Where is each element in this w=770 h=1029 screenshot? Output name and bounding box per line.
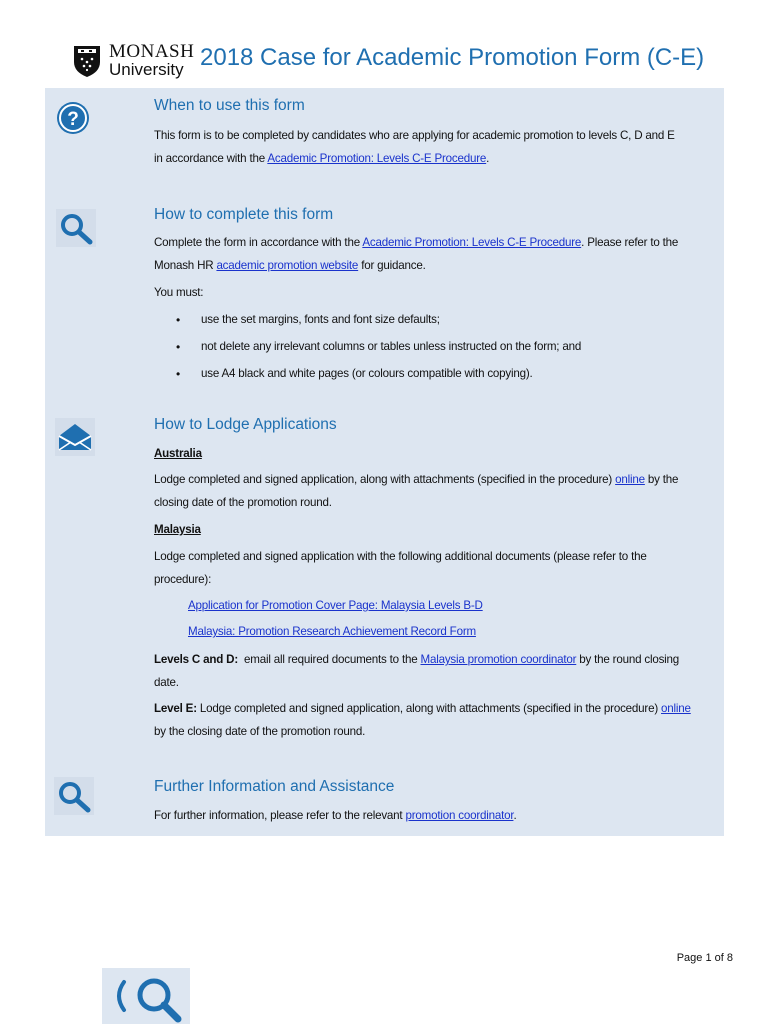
- levels-cd-line-2: date.: [154, 676, 179, 689]
- bullet-item-1: use the set margins, fonts and font size defaults;: [201, 313, 440, 326]
- australia-subheading: Australia: [154, 447, 202, 460]
- australia-line-1-end: by the: [644, 473, 679, 486]
- level-e-line-2: by the closing date of the promotion round.: [154, 725, 366, 738]
- procedure-link-2[interactable]: Academic Promotion: Levels C-E Procedure: [362, 236, 582, 249]
- cover-page-link[interactable]: Application for Promotion Cover Page: Malaysia Levels B-D: [188, 599, 483, 612]
- levels-cd-text: email all required documents to the: [237, 653, 421, 666]
- logo-wordmark-university: University: [109, 60, 184, 79]
- level-e-text: Lodge completed and signed application, along with attachments (specified in the procedure): [196, 702, 662, 715]
- bullet-marker: •: [176, 367, 181, 381]
- levels-cd-line-1: [154, 649, 679, 671]
- bullet-marker: •: [176, 313, 181, 327]
- online-link-2[interactable]: online: [661, 702, 691, 715]
- section-heading-lodge: How to Lodge Applications: [154, 416, 337, 433]
- search-icon: [102, 968, 190, 1024]
- how-line-2: [154, 255, 426, 277]
- monash-logo: [72, 42, 200, 82]
- malaysia-subheading: Malaysia: [154, 523, 201, 536]
- page-title: 2018 Case for Academic Promotion Form (C-E): [200, 44, 705, 71]
- how-line-1: [154, 232, 678, 254]
- envelope-icon: [55, 418, 95, 456]
- levels-cd-label: Levels C and D:: [154, 653, 238, 666]
- when-line-2-end: .: [486, 152, 490, 165]
- bullet-item-2: not delete any irrelevant columns or tables unless instructed on the form; and: [201, 340, 582, 353]
- page-number: Page 1 of 8: [676, 952, 733, 964]
- how-line-1-end: . Please refer to the: [581, 236, 679, 249]
- instructions-panel: [45, 88, 724, 836]
- search-widget[interactable]: [102, 968, 190, 1024]
- further-line-text: For further information, please refer to the relevant: [154, 809, 406, 822]
- procedure-link[interactable]: Academic Promotion: Levels C-E Procedure: [267, 152, 487, 165]
- australia-line-1-text: Lodge completed and signed application, along with attachments (specified in the procedure): [154, 473, 616, 486]
- australia-line-1: [154, 469, 678, 491]
- svg-text:?: ?: [67, 109, 79, 130]
- malaysia-line-2: procedure):: [154, 573, 212, 586]
- question-icon: [52, 99, 92, 137]
- research-record-link-row: [188, 621, 476, 643]
- cover-page-link-row: [188, 595, 483, 617]
- bullet-marker: •: [176, 340, 181, 354]
- further-line-end: .: [513, 809, 517, 822]
- malaysia-line-1: Lodge completed and signed application with the following additional documents (please refer to the: [154, 550, 647, 563]
- crest-icon: [72, 44, 102, 78]
- bullet-item-3: use A4 black and white pages (or colours compatible with copying).: [201, 367, 533, 380]
- section-heading-when: When to use this form: [154, 97, 305, 114]
- logo-wordmark-monash: MONASH: [109, 41, 195, 62]
- levels-cd-end: by the round closing: [576, 653, 680, 666]
- level-e-line-1: [154, 698, 691, 720]
- section-heading-further: Further Information and Assistance: [154, 778, 395, 795]
- level-e-label: Level E:: [154, 702, 197, 715]
- magnifier-icon: [54, 777, 94, 815]
- how-line-1-text: Complete the form in accordance with the: [154, 236, 363, 249]
- how-line-2-text: Monash HR: [154, 259, 217, 272]
- promotion-website-link[interactable]: academic promotion website: [216, 259, 359, 272]
- when-line-2-text: in accordance with the: [154, 152, 268, 165]
- online-link[interactable]: online: [615, 473, 645, 486]
- section-heading-how: How to complete this form: [154, 206, 334, 223]
- australia-line-2: closing date of the promotion round.: [154, 496, 332, 509]
- how-line-2-end: for guidance.: [358, 259, 426, 272]
- research-record-link[interactable]: Malaysia: Promotion Research Achievement Record Form: [188, 625, 476, 638]
- when-line-2: [154, 148, 489, 170]
- when-line-1: This form is to be completed by candidates who are applying for academic promotion to levels C, D and E: [154, 129, 675, 142]
- you-must-label: You must:: [154, 286, 204, 299]
- further-line: [154, 805, 516, 827]
- magnifier-icon: [56, 209, 96, 247]
- promotion-coordinator-link[interactable]: promotion coordinator: [405, 809, 514, 822]
- malaysia-coordinator-link[interactable]: Malaysia promotion coordinator: [420, 653, 577, 666]
